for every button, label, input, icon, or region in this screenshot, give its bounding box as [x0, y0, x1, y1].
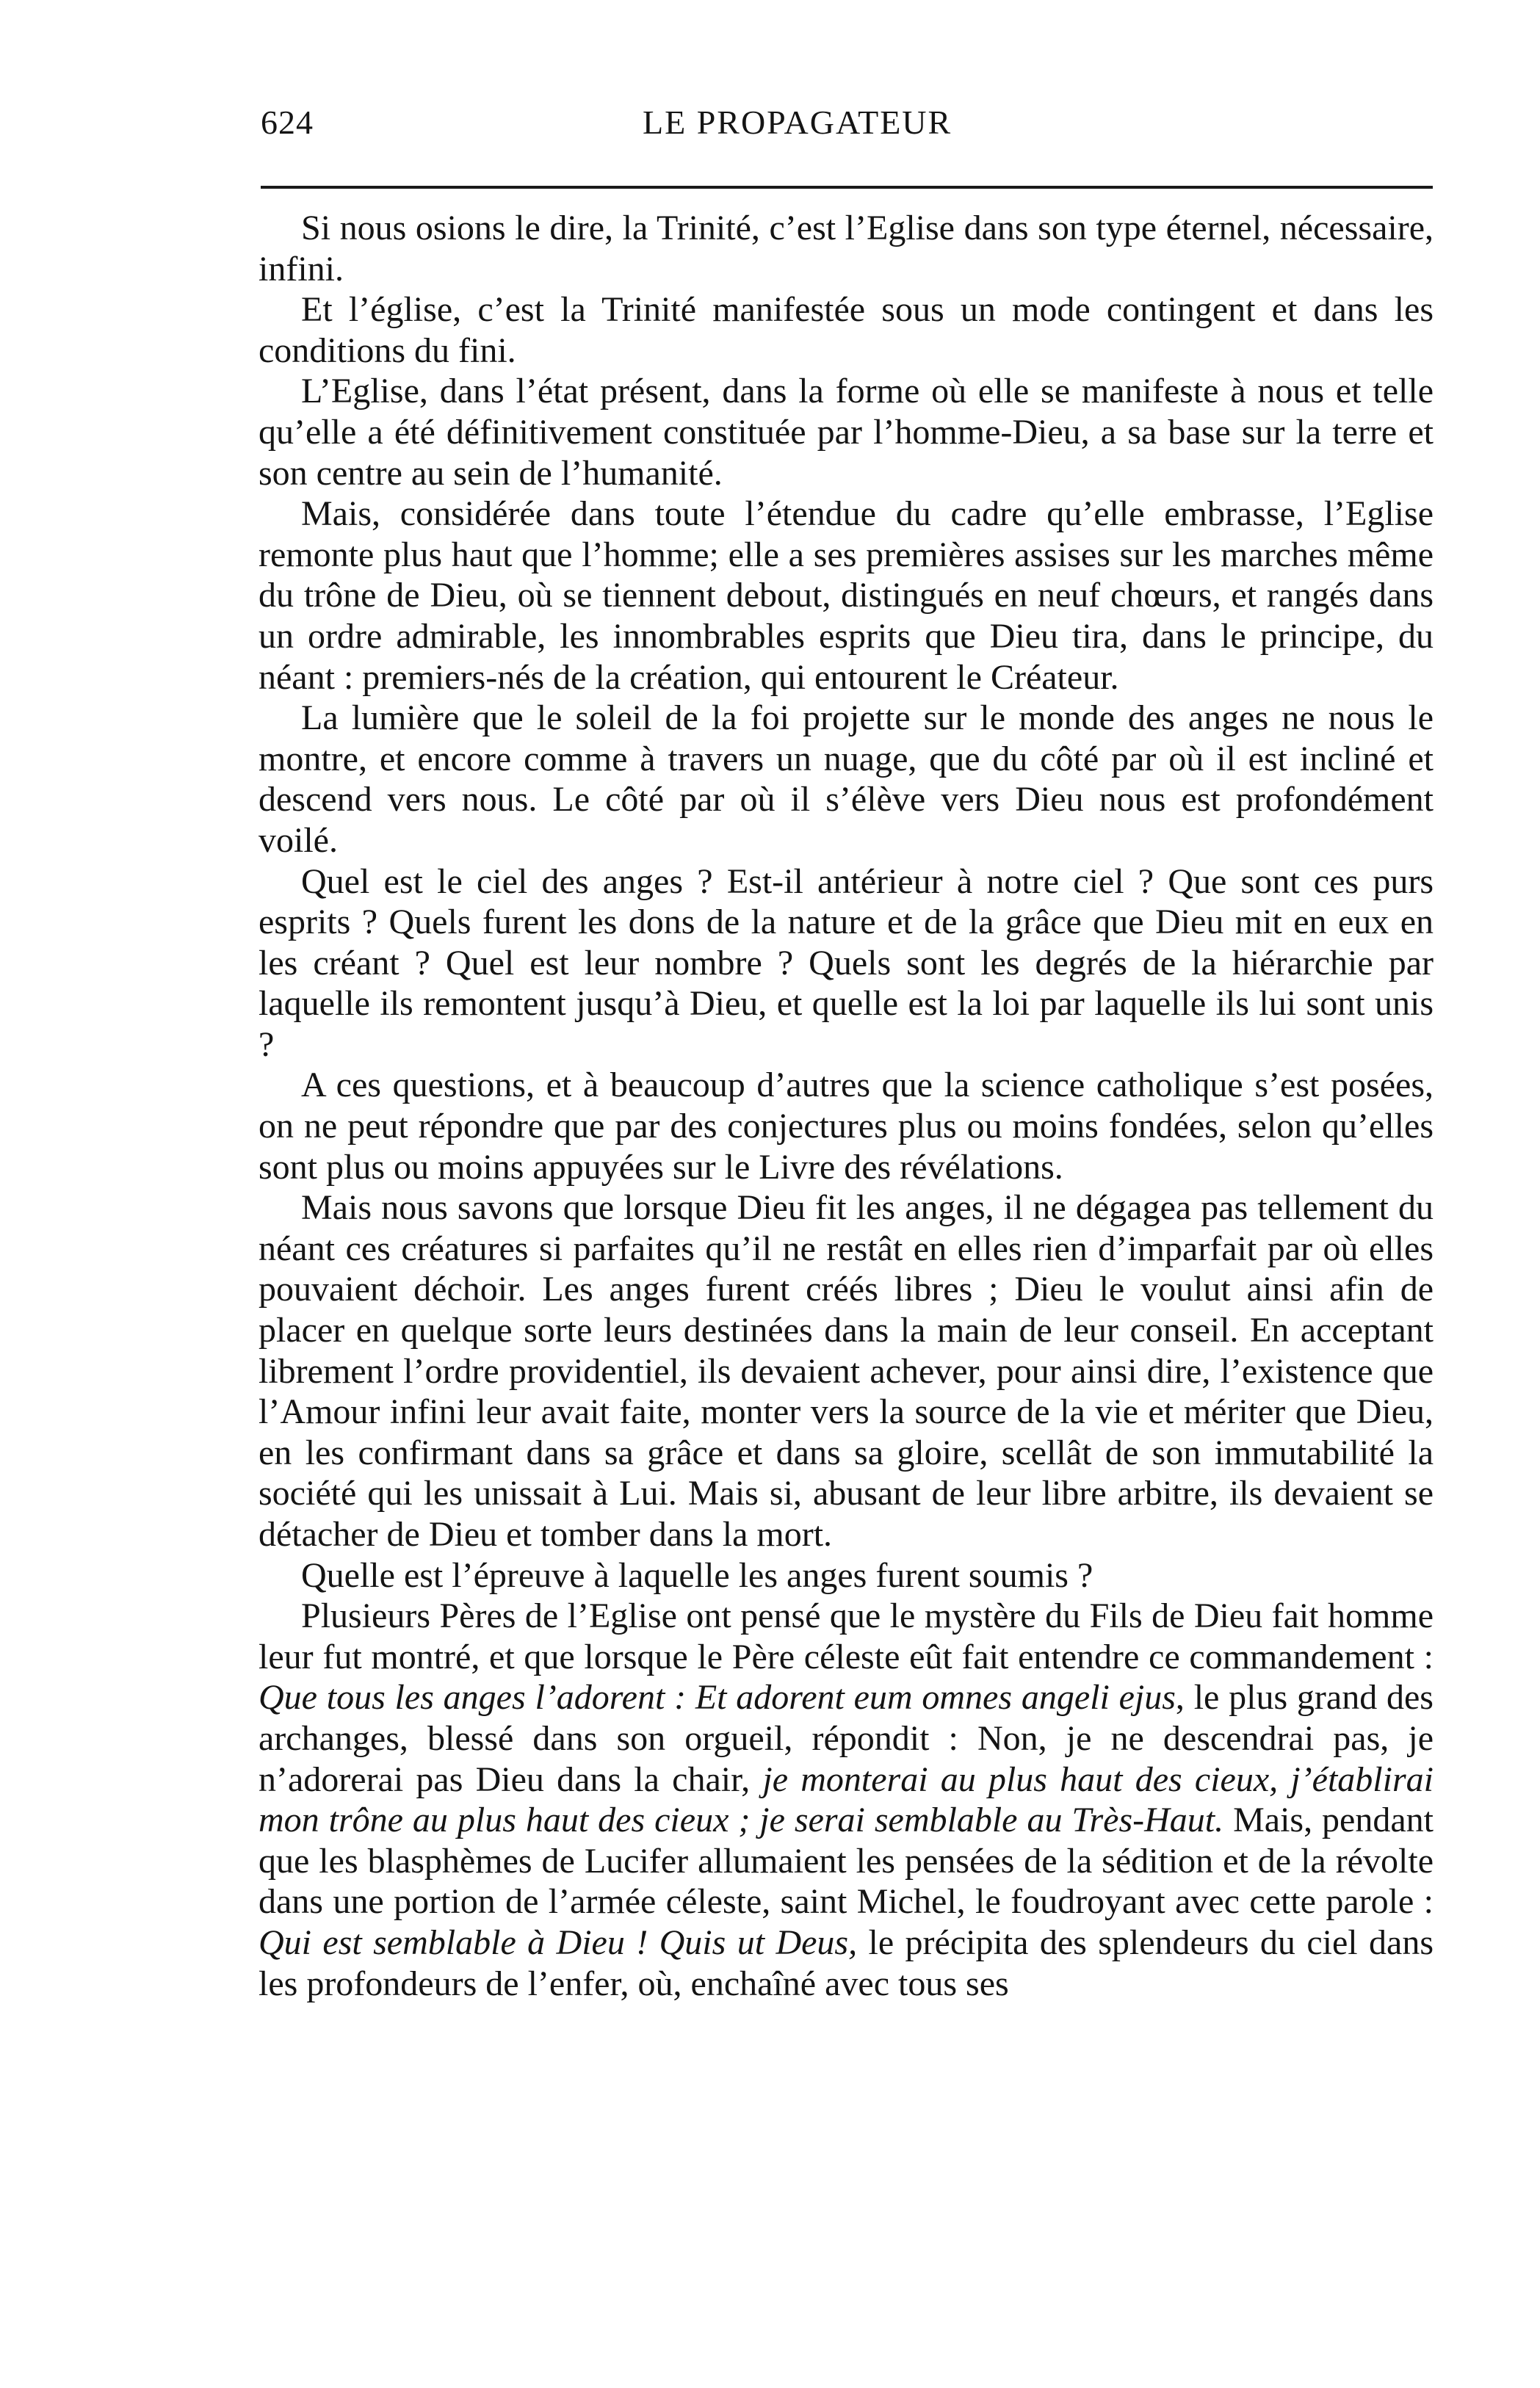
text-run: , le plus grand des archanges, blessé dans son orgueil, répondit : Non, je ne descendrai pas, je n’adorerai pas Dieu dans la chair, [259, 1678, 1434, 1799]
text-run: Plusieurs Pères de l’Eglise ont pensé que le mystère du Fils de Dieu fait homme leur fut montré, et que lorsque le Père céleste eût fait entendre ce commandement : [259, 1596, 1434, 1676]
paragraph: Si nous osions le dire, la Trinité, c’est l’Eglise dans son type éternel, nécessaire, infini. [259, 209, 1434, 289]
paragraph: Et l’église, c’est la Trinité manifestée sous un mode contingent et dans les conditions du fini. [259, 290, 1434, 370]
italic-quote: Que tous les anges l’adorent : Et adorent eum omnes angeli ejus [259, 1678, 1176, 1718]
paragraph: Quelle est l’épreuve à laquelle les anges furent soumis ? [301, 1555, 1093, 1595]
paragraph: La lumière que le soleil de la foi projette sur le monde des anges ne nous le montre, et encore comme à travers un nuage, que du côté par où il est incliné et descend vers nous. Le côté par où il s’élève vers Dieu nous est profondément voilé. [259, 698, 1434, 860]
page-number: 624 [261, 104, 314, 141]
running-head [261, 103, 1433, 154]
text-run: le précipita des splendeurs du ciel dans les profondeurs de l’enfer, où, enchaîné avec tous ses [259, 1922, 1434, 2003]
final-paragraph [259, 1596, 1434, 2004]
journal-title: LE PROPAGATEUR [643, 104, 952, 141]
header-rule [261, 186, 1433, 189]
paragraph: Mais, considérée dans toute l’étendue du cadre qu’elle embrasse, l’Eglise remonte plus haut que l’homme; elle a ses premières assises sur les marches même du trône de Dieu, où se tiennent debout, distingués en neuf chœurs, et rangés dans un ordre admirable, les innombrables esprits que Dieu tira, dans le principe, du néant : premiers-nés de la création, qui entourent le Créateur. [259, 494, 1434, 697]
italic-quote: Qui est semblable à Dieu ! Quis ut Deus, [259, 1922, 858, 1962]
body-text [259, 208, 1434, 2004]
paragraph: Quel est le ciel des anges ? Est-il antérieur à notre ciel ? Que sont ces purs esprits ? Quels furent les dons de la nature et de la grâce que Dieu mit en eux en les créant ? Quel est leur nombre ? Quels sont les degrés de la hiérarchie par laquelle ils remontent jusqu’à Dieu, et quelle est la loi par laquelle ils lui sont unis ? [259, 861, 1434, 1064]
italic-quote: je monterai au plus haut des cieux, j’établirai mon trône au plus haut des cieux ; je serai semblable au Très-Haut. [259, 1759, 1434, 1840]
text-run: Mais, pendant que les blasphèmes de Lucifer allumaient les pensées de la sédition et de la révolte dans une portion de l’armée céleste, saint Michel, le foudroyant avec cette parole : [259, 1801, 1434, 1922]
paragraph: L’Eglise, dans l’état présent, dans la forme où elle se manifeste à nous et telle qu’elle a été définitivement constituée par l’homme-Dieu, a sa base sur la terre et son centre au sein de l’humanité. [259, 372, 1434, 493]
paragraph: Mais nous savons que lorsque Dieu fit les anges, il ne dégagea pas tellement du néant ces créatures si parfaites qu’il ne restât en elles rien d’imparfait par où elles pouvaient déchoir. Les anges furent créés libres ; Dieu le voulut ainsi afin de placer en quelque sorte leurs destinées dans la main de leur conseil. En acceptant librement l’ordre providentiel, ils devaient achever, pour ainsi dire, l’existence que l’Amour infini leur avait faite, monter vers la source de la vie et mériter que Dieu, en les confirmant dans sa grâce et dans sa gloire, scellât de son immutabilité la société qui les unissait à Lui. Mais si, abusant de leur libre arbitre, ils devaient se détacher de Dieu et tomber dans la mort. [259, 1188, 1434, 1554]
paragraph: A ces questions, et à beaucoup d’autres que la science catholique s’est posées, on ne peut répondre que par des conjectures plus ou moins fondées, selon qu’elles sont plus ou moins appuyées sur le Livre des révélations. [259, 1065, 1434, 1187]
